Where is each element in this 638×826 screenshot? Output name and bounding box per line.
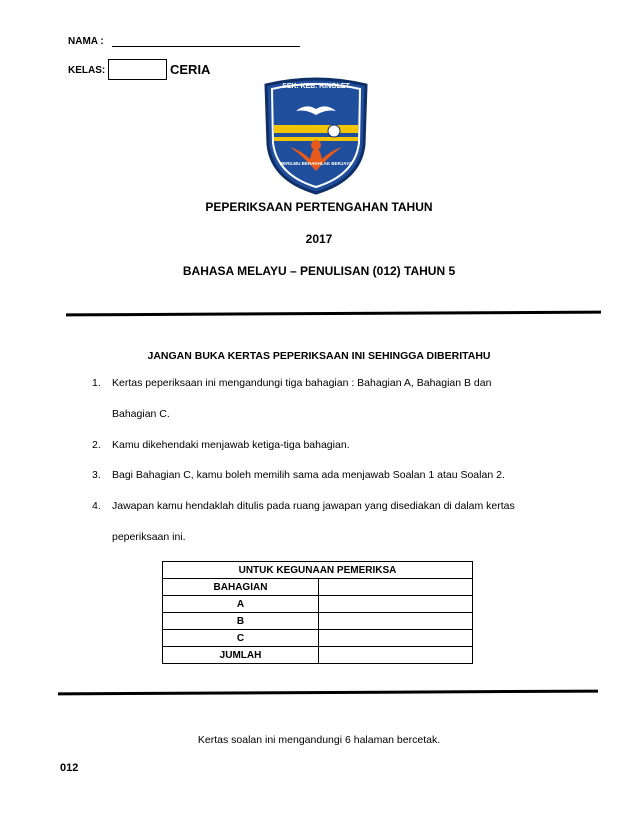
table-cell-score[interactable] [319, 647, 473, 664]
table-cell-score[interactable] [319, 613, 473, 630]
table-row [163, 630, 473, 647]
kelas-value: CERIA [170, 62, 211, 77]
instruction-text: Bahagian C. [112, 408, 170, 420]
instruction-text: Jawapan kamu hendaklah ditulis pada ruang jawapan yang disediakan di dalam kertas [112, 500, 515, 512]
table-row [163, 613, 473, 630]
nama-field-line[interactable] [112, 46, 300, 47]
exam-subject: BAHASA MELAYU – PENULISAN (012) TAHUN 5 [182, 264, 456, 278]
school-logo [260, 75, 372, 195]
table-row-label: JUMLAH [163, 647, 319, 664]
table-row [163, 579, 473, 596]
instruction-text: peperiksaan ini. [112, 531, 186, 543]
instruction-number: 2. [92, 439, 101, 451]
logo-top-text: SEK. KEB. RINGLET [282, 83, 350, 90]
table-row-label: A [163, 596, 319, 613]
table-row-label: B [163, 613, 319, 630]
nama-label: NAMA : [68, 36, 104, 47]
table-cell-empty[interactable] [319, 579, 473, 596]
table-title: UNTUK KEGUNAAN PEMERIKSA [163, 562, 473, 579]
warning-text: JANGAN BUKA KERTAS PEPERIKSAAN INI SEHINGGA DIBERITAHU [147, 350, 491, 362]
instruction-number: 3. [92, 469, 101, 481]
table-row [163, 596, 473, 613]
kelas-field-box[interactable] [108, 59, 167, 80]
examiner-table [162, 561, 473, 664]
instruction-text: Kertas peperiksaan ini mengandungi tiga bahagian : Bahagian A, Bahagian B dan [112, 377, 492, 389]
table-row [163, 647, 473, 664]
instruction-number: 4. [92, 500, 101, 512]
table-row [163, 562, 473, 579]
paper-code: 012 [60, 762, 79, 774]
instruction-text: Kamu dikehendaki menjawab ketiga-tiga bahagian. [112, 439, 350, 451]
kelas-label: KELAS: [68, 65, 106, 76]
instruction-text: Bagi Bahagian C, kamu boleh memilih sama ada menjawab Soalan 1 atau Soalan 2. [112, 469, 505, 481]
exam-year: 2017 [305, 232, 333, 246]
school-crest-icon [260, 75, 372, 195]
table-column-header: BAHAGIAN [163, 579, 319, 596]
instruction-number: 1. [92, 377, 101, 389]
table-cell-score[interactable] [319, 630, 473, 647]
exam-title: PEPERIKSAAN PERTENGAHAN TAHUN [205, 200, 433, 214]
page-count-note: Kertas soalan ini mengandungi 6 halaman bercetak. [197, 734, 441, 746]
divider-top [66, 311, 601, 317]
divider-bottom [58, 690, 598, 696]
table-cell-score[interactable] [319, 596, 473, 613]
table-row-label: C [163, 630, 319, 647]
logo-bottom-text: BERILMU BERAKHLAK BERJAYA [279, 161, 353, 166]
